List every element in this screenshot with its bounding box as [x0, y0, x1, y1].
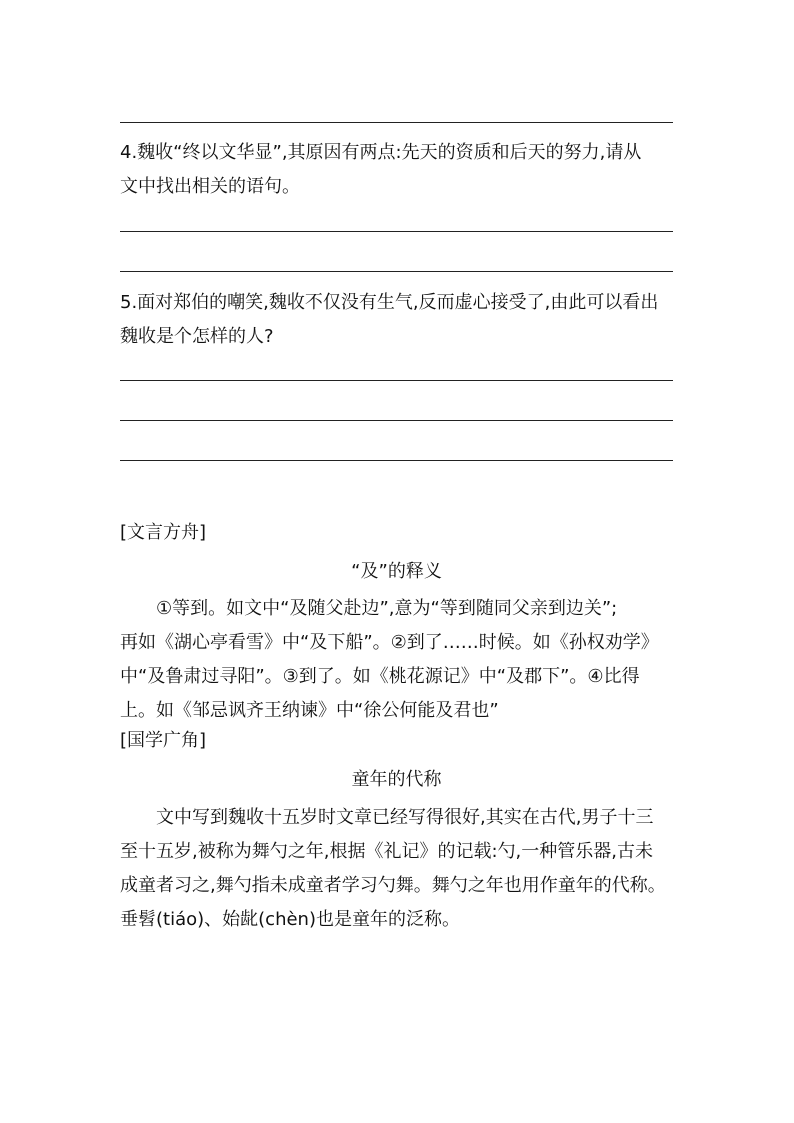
answer-line [120, 122, 673, 123]
guoxue-section-label: [国学广角] [120, 730, 207, 751]
guoxue-line: 至十五岁,被称为舞勺之年,根据《礼记》的记载:勺,一种管乐器,古未 [120, 841, 653, 862]
guoxue-line: 成童者习之,舞勺指未成童者学习勺舞。舞勺之年也用作童年的代称。 [120, 875, 666, 896]
guoxue-paragraph [120, 801, 680, 937]
question-4 [120, 136, 680, 204]
guoxue-line: 垂髫(tiáo)、始龀(chèn)也是童年的泛称。 [120, 909, 460, 930]
wenyan-line: 中“及鲁肃过寻阳”。③到了。如《桃花源记》中“及郡下”。④比得 [120, 666, 640, 687]
answer-line [120, 460, 673, 461]
wenyan-line: ①等到。如文中“及随父赴边”,意为“等到随同父亲到边关”; [156, 598, 618, 619]
wenyan-paragraph [120, 592, 680, 728]
question-4-line: 4.魏收“终以文华显”,其原因有两点:先天的资质和后天的努力,请从 [120, 142, 642, 163]
answer-line [120, 231, 673, 232]
wenyan-title: “及”的释义 [351, 561, 442, 582]
guoxue-title: 童年的代称 [351, 769, 442, 790]
answer-line [120, 380, 673, 381]
wenyan-line: 再如《湖心亭看雪》中“及下船”。②到了……时候。如《孙权劝学》 [120, 632, 659, 653]
wenyan-line: 上。如《邹忌讽齐王纳谏》中“徐公何能及君也” [120, 700, 499, 721]
question-5-line: 魏收是个怎样的人? [120, 326, 274, 347]
guoxue-line: 文中写到魏收十五岁时文章已经写得很好,其实在古代,男子十三 [156, 807, 654, 828]
question-5 [120, 286, 680, 354]
wenyan-section-label: [文言方舟] [120, 522, 207, 543]
question-4-line: 文中找出相关的语句。 [120, 176, 300, 197]
answer-line [120, 271, 673, 272]
answer-line [120, 420, 673, 421]
question-5-line: 5.面对郑伯的嘲笑,魏收不仅没有生气,反而虚心接受了,由此可以看出 [120, 292, 659, 313]
